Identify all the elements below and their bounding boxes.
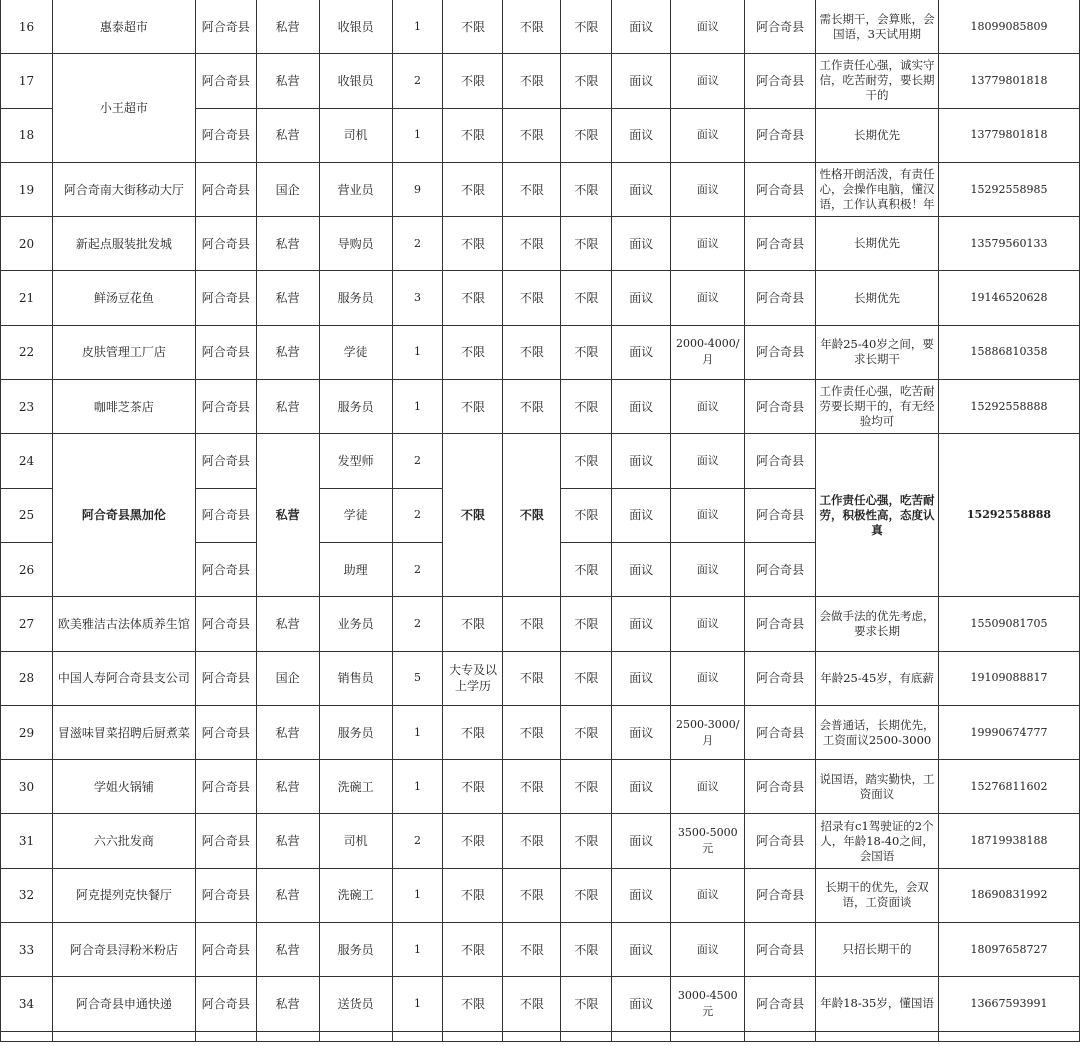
education: 不限 <box>443 705 503 759</box>
ownership-type: 私营 <box>256 217 319 271</box>
welfare: 面议 <box>612 597 671 651</box>
welfare: 面议 <box>612 54 671 108</box>
education: 不限 <box>443 760 503 814</box>
phone: 18099085809 <box>938 0 1079 54</box>
county: 阿合奇县 <box>195 597 256 651</box>
job-title: 销售员 <box>319 651 392 705</box>
headcount: 1 <box>392 923 443 977</box>
work-location: 阿合奇县 <box>745 217 816 271</box>
county: 阿合奇县 <box>195 434 256 488</box>
age-limit: 不限 <box>503 325 561 379</box>
table-row <box>1 977 1080 1031</box>
company-name: 冒滋味冒菜招聘后厨煮菜 <box>52 705 195 759</box>
requirements: 长期优先 <box>816 271 939 325</box>
job-title: 营业员 <box>319 162 392 216</box>
row-number: 25 <box>1 488 53 542</box>
job-title: 司机 <box>319 814 392 868</box>
row-number: 34 <box>1 977 53 1031</box>
company-name: 小王超市 <box>52 54 195 163</box>
education: 不限 <box>443 814 503 868</box>
job-title: 收银员 <box>319 54 392 108</box>
row-number: 26 <box>1 542 53 596</box>
phone: 18719938188 <box>938 814 1079 868</box>
company-name: 欧美雅洁古法体质养生馆 <box>52 597 195 651</box>
welfare: 面议 <box>612 108 671 162</box>
company-name: 阿合奇县浔粉米粉店 <box>52 923 195 977</box>
table-row <box>1 651 1080 705</box>
county: 阿合奇县 <box>195 0 256 54</box>
headcount: 2 <box>392 488 443 542</box>
requirements: 长期干的优先，会双语，工资面谈 <box>816 868 939 922</box>
education: 不限 <box>443 162 503 216</box>
education: 不限 <box>443 108 503 162</box>
ownership-type: 私营 <box>256 108 319 162</box>
county: 阿合奇县 <box>195 488 256 542</box>
ownership-type: 国企 <box>256 162 319 216</box>
table-row <box>1 0 1080 54</box>
phone: 19109088817 <box>938 651 1079 705</box>
phone: 15292558888 <box>938 380 1079 434</box>
requirements: 年龄18-35岁，懂国语 <box>816 977 939 1031</box>
ownership-type: 私营 <box>256 977 319 1031</box>
phone: 18097658727 <box>938 923 1079 977</box>
row-number: 24 <box>1 434 53 488</box>
headcount: 2 <box>392 597 443 651</box>
phone: 13579560133 <box>938 217 1079 271</box>
company-name: 阿合奇县黑加伦 <box>52 434 195 597</box>
work-location: 阿合奇县 <box>745 597 816 651</box>
education: 不限 <box>443 434 503 597</box>
welfare: 面议 <box>612 868 671 922</box>
headcount: 2 <box>392 54 443 108</box>
ownership-type: 私营 <box>256 325 319 379</box>
salary: 面议 <box>671 271 745 325</box>
education: 不限 <box>443 597 503 651</box>
ownership-type: 私营 <box>256 868 319 922</box>
age-limit: 不限 <box>503 868 561 922</box>
work-location: 阿合奇县 <box>745 434 816 488</box>
gender-limit: 不限 <box>561 0 612 54</box>
ownership-type: 私营 <box>256 271 319 325</box>
county: 阿合奇县 <box>195 542 256 596</box>
county: 阿合奇县 <box>195 705 256 759</box>
phone: 15292558985 <box>938 162 1079 216</box>
age-limit: 不限 <box>503 977 561 1031</box>
work-location: 阿合奇县 <box>745 271 816 325</box>
company-name: 皮肤管理工厂店 <box>52 325 195 379</box>
salary: 面议 <box>671 760 745 814</box>
row-number: 17 <box>1 54 53 108</box>
education: 不限 <box>443 977 503 1031</box>
gender-limit: 不限 <box>561 488 612 542</box>
gender-limit: 不限 <box>561 271 612 325</box>
row-number: 21 <box>1 271 53 325</box>
headcount: 1 <box>392 0 443 54</box>
row-number: 28 <box>1 651 53 705</box>
salary: 2000-4000/月 <box>671 325 745 379</box>
work-location: 阿合奇县 <box>745 0 816 54</box>
phone: 15292558888 <box>938 434 1079 597</box>
job-title: 服务员 <box>319 380 392 434</box>
ownership-type: 私营 <box>256 0 319 54</box>
salary: 2500-3000/月 <box>671 705 745 759</box>
job-title: 学徒 <box>319 488 392 542</box>
job-title: 服务员 <box>319 705 392 759</box>
requirements: 年龄25-45岁，有底薪 <box>816 651 939 705</box>
welfare: 面议 <box>612 977 671 1031</box>
gender-limit: 不限 <box>561 705 612 759</box>
work-location: 阿合奇县 <box>745 380 816 434</box>
age-limit: 不限 <box>503 108 561 162</box>
welfare: 面议 <box>612 814 671 868</box>
education: 不限 <box>443 923 503 977</box>
county: 阿合奇县 <box>195 923 256 977</box>
education: 不限 <box>443 0 503 54</box>
ownership-type: 私营 <box>256 814 319 868</box>
row-number: 27 <box>1 597 53 651</box>
education: 不限 <box>443 325 503 379</box>
salary: 面议 <box>671 597 745 651</box>
salary: 面议 <box>671 488 745 542</box>
county: 阿合奇县 <box>195 162 256 216</box>
education: 不限 <box>443 868 503 922</box>
work-location: 阿合奇县 <box>745 977 816 1031</box>
company-name: 中国人寿阿合奇县支公司 <box>52 651 195 705</box>
work-location: 阿合奇县 <box>745 760 816 814</box>
job-title: 收银员 <box>319 0 392 54</box>
salary: 面议 <box>671 162 745 216</box>
county: 阿合奇县 <box>195 868 256 922</box>
job-title: 送货员 <box>319 977 392 1031</box>
education: 大专及以上学历 <box>443 651 503 705</box>
gender-limit: 不限 <box>561 542 612 596</box>
age-limit: 不限 <box>503 271 561 325</box>
job-title: 助理 <box>319 542 392 596</box>
requirements: 需长期干，会算账，会国语，3天试用期 <box>816 0 939 54</box>
welfare: 面议 <box>612 760 671 814</box>
table-row <box>1 271 1080 325</box>
table-row <box>1 760 1080 814</box>
gender-limit: 不限 <box>561 162 612 216</box>
gender-limit: 不限 <box>561 923 612 977</box>
salary: 面议 <box>671 542 745 596</box>
requirements: 年龄25-40岁之间，要求长期干 <box>816 325 939 379</box>
salary: 面议 <box>671 54 745 108</box>
company-name: 咖啡芝茶店 <box>52 380 195 434</box>
welfare: 面议 <box>612 651 671 705</box>
table-row <box>1 705 1080 759</box>
county: 阿合奇县 <box>195 217 256 271</box>
gender-limit: 不限 <box>561 380 612 434</box>
gender-limit: 不限 <box>561 217 612 271</box>
welfare: 面议 <box>612 488 671 542</box>
table-row <box>1 162 1080 216</box>
company-name: 阿合奇县申通快递 <box>52 977 195 1031</box>
age-limit: 不限 <box>503 651 561 705</box>
headcount: 2 <box>392 217 443 271</box>
work-location: 阿合奇县 <box>745 162 816 216</box>
gender-limit: 不限 <box>561 760 612 814</box>
county: 阿合奇县 <box>195 325 256 379</box>
gender-limit: 不限 <box>561 977 612 1031</box>
phone: 13667593991 <box>938 977 1079 1031</box>
company-name: 鲜汤豆花鱼 <box>52 271 195 325</box>
headcount: 3 <box>392 271 443 325</box>
welfare: 面议 <box>612 434 671 488</box>
table-row <box>1 434 1080 488</box>
welfare: 面议 <box>612 162 671 216</box>
requirements: 工作责任心强，吃苦耐劳要长期干的，有无经验均可 <box>816 380 939 434</box>
row-number: 19 <box>1 162 53 216</box>
gender-limit: 不限 <box>561 434 612 488</box>
phone: 15509081705 <box>938 597 1079 651</box>
row-number: 29 <box>1 705 53 759</box>
age-limit: 不限 <box>503 0 561 54</box>
table-row <box>1 597 1080 651</box>
table-row <box>1 325 1080 379</box>
ownership-type: 私营 <box>256 760 319 814</box>
requirements: 工作责任心强，吃苦耐劳，积极性高，态度认真 <box>816 434 939 597</box>
county: 阿合奇县 <box>195 54 256 108</box>
company-name: 阿合奇南大街移动大厅 <box>52 162 195 216</box>
county: 阿合奇县 <box>195 651 256 705</box>
phone: 13779801818 <box>938 54 1079 108</box>
welfare: 面议 <box>612 542 671 596</box>
company-name: 六六批发商 <box>52 814 195 868</box>
row-number: 32 <box>1 868 53 922</box>
row-number: 31 <box>1 814 53 868</box>
table-row-partial <box>1 1031 1080 1041</box>
education: 不限 <box>443 271 503 325</box>
welfare: 面议 <box>612 0 671 54</box>
phone: 15886810358 <box>938 325 1079 379</box>
gender-limit: 不限 <box>561 814 612 868</box>
job-title: 司机 <box>319 108 392 162</box>
work-location: 阿合奇县 <box>745 705 816 759</box>
table-row <box>1 814 1080 868</box>
job-title: 发型师 <box>319 434 392 488</box>
work-location: 阿合奇县 <box>745 488 816 542</box>
welfare: 面议 <box>612 271 671 325</box>
county: 阿合奇县 <box>195 977 256 1031</box>
gender-limit: 不限 <box>561 651 612 705</box>
salary: 面议 <box>671 923 745 977</box>
salary: 面议 <box>671 108 745 162</box>
welfare: 面议 <box>612 705 671 759</box>
ownership-type: 私营 <box>256 923 319 977</box>
salary: 面议 <box>671 868 745 922</box>
row-number: 18 <box>1 108 53 162</box>
age-limit: 不限 <box>503 760 561 814</box>
headcount: 1 <box>392 868 443 922</box>
education: 不限 <box>443 54 503 108</box>
gender-limit: 不限 <box>561 54 612 108</box>
age-limit: 不限 <box>503 814 561 868</box>
county: 阿合奇县 <box>195 760 256 814</box>
job-title: 洗碗工 <box>319 868 392 922</box>
row-number: 16 <box>1 0 53 54</box>
requirements: 会做手法的优先考虑，要求长期 <box>816 597 939 651</box>
work-location: 阿合奇县 <box>745 54 816 108</box>
headcount: 1 <box>392 380 443 434</box>
requirements: 工作责任心强，诚实守信，吃苦耐劳，要长期干的 <box>816 54 939 108</box>
headcount: 1 <box>392 108 443 162</box>
work-location: 阿合奇县 <box>745 542 816 596</box>
welfare: 面议 <box>612 325 671 379</box>
age-limit: 不限 <box>503 380 561 434</box>
salary: 面议 <box>671 434 745 488</box>
gender-limit: 不限 <box>561 108 612 162</box>
row-number: 22 <box>1 325 53 379</box>
welfare: 面议 <box>612 923 671 977</box>
county: 阿合奇县 <box>195 108 256 162</box>
headcount: 1 <box>392 760 443 814</box>
job-title: 洗碗工 <box>319 760 392 814</box>
phone: 18690831992 <box>938 868 1079 922</box>
ownership-type: 私营 <box>256 54 319 108</box>
job-title: 服务员 <box>319 923 392 977</box>
table-row <box>1 217 1080 271</box>
headcount: 1 <box>392 977 443 1031</box>
headcount: 1 <box>392 325 443 379</box>
age-limit: 不限 <box>503 705 561 759</box>
headcount: 5 <box>392 651 443 705</box>
work-location: 阿合奇县 <box>745 868 816 922</box>
work-location: 阿合奇县 <box>745 108 816 162</box>
salary: 面议 <box>671 651 745 705</box>
table-row <box>1 380 1080 434</box>
work-location: 阿合奇县 <box>745 325 816 379</box>
requirements: 性格开朗活泼，有责任心，会操作电脑，懂汉语，工作认真积极！年 <box>816 162 939 216</box>
ownership-type: 私营 <box>256 705 319 759</box>
headcount: 9 <box>392 162 443 216</box>
gender-limit: 不限 <box>561 597 612 651</box>
phone: 19146520628 <box>938 271 1079 325</box>
requirements: 只招长期干的 <box>816 923 939 977</box>
gender-limit: 不限 <box>561 868 612 922</box>
table-row <box>1 923 1080 977</box>
headcount: 2 <box>392 814 443 868</box>
age-limit: 不限 <box>503 434 561 597</box>
headcount: 1 <box>392 705 443 759</box>
ownership-type: 私营 <box>256 380 319 434</box>
salary: 3500-5000元 <box>671 814 745 868</box>
age-limit: 不限 <box>503 54 561 108</box>
ownership-type: 私营 <box>256 597 319 651</box>
salary: 面议 <box>671 0 745 54</box>
age-limit: 不限 <box>503 162 561 216</box>
table-row <box>1 868 1080 922</box>
ownership-type: 私营 <box>256 434 319 597</box>
gender-limit: 不限 <box>561 325 612 379</box>
age-limit: 不限 <box>503 217 561 271</box>
requirements: 招录有c1驾驶证的2个人，年龄18-40之间，会国语 <box>816 814 939 868</box>
age-limit: 不限 <box>503 923 561 977</box>
welfare: 面议 <box>612 380 671 434</box>
job-title: 导购员 <box>319 217 392 271</box>
job-title: 学徒 <box>319 325 392 379</box>
company-name: 阿克提列克快餐厅 <box>52 868 195 922</box>
row-number: 30 <box>1 760 53 814</box>
table-row <box>1 54 1080 108</box>
education: 不限 <box>443 380 503 434</box>
row-number: 20 <box>1 217 53 271</box>
county: 阿合奇县 <box>195 814 256 868</box>
salary: 面议 <box>671 380 745 434</box>
welfare: 面议 <box>612 217 671 271</box>
requirements: 会普通话，长期优先，工资面议2500-3000 <box>816 705 939 759</box>
headcount: 2 <box>392 542 443 596</box>
phone: 13779801818 <box>938 108 1079 162</box>
salary: 面议 <box>671 217 745 271</box>
age-limit: 不限 <box>503 597 561 651</box>
work-location: 阿合奇县 <box>745 814 816 868</box>
requirements: 长期优先 <box>816 217 939 271</box>
row-number: 23 <box>1 380 53 434</box>
company-name: 惠泰超市 <box>52 0 195 54</box>
phone: 15276811602 <box>938 760 1079 814</box>
county: 阿合奇县 <box>195 271 256 325</box>
company-name: 学姐火锅铺 <box>52 760 195 814</box>
ownership-type: 国企 <box>256 651 319 705</box>
headcount: 2 <box>392 434 443 488</box>
phone: 19990674777 <box>938 705 1079 759</box>
county: 阿合奇县 <box>195 380 256 434</box>
work-location: 阿合奇县 <box>745 923 816 977</box>
salary: 3000-4500元 <box>671 977 745 1031</box>
job-title: 服务员 <box>319 271 392 325</box>
job-title: 业务员 <box>319 597 392 651</box>
row-number: 33 <box>1 923 53 977</box>
company-name: 新起点服装批发城 <box>52 217 195 271</box>
requirements: 说国语，踏实勤快，工资面议 <box>816 760 939 814</box>
requirements: 长期优先 <box>816 108 939 162</box>
work-location: 阿合奇县 <box>745 651 816 705</box>
education: 不限 <box>443 217 503 271</box>
